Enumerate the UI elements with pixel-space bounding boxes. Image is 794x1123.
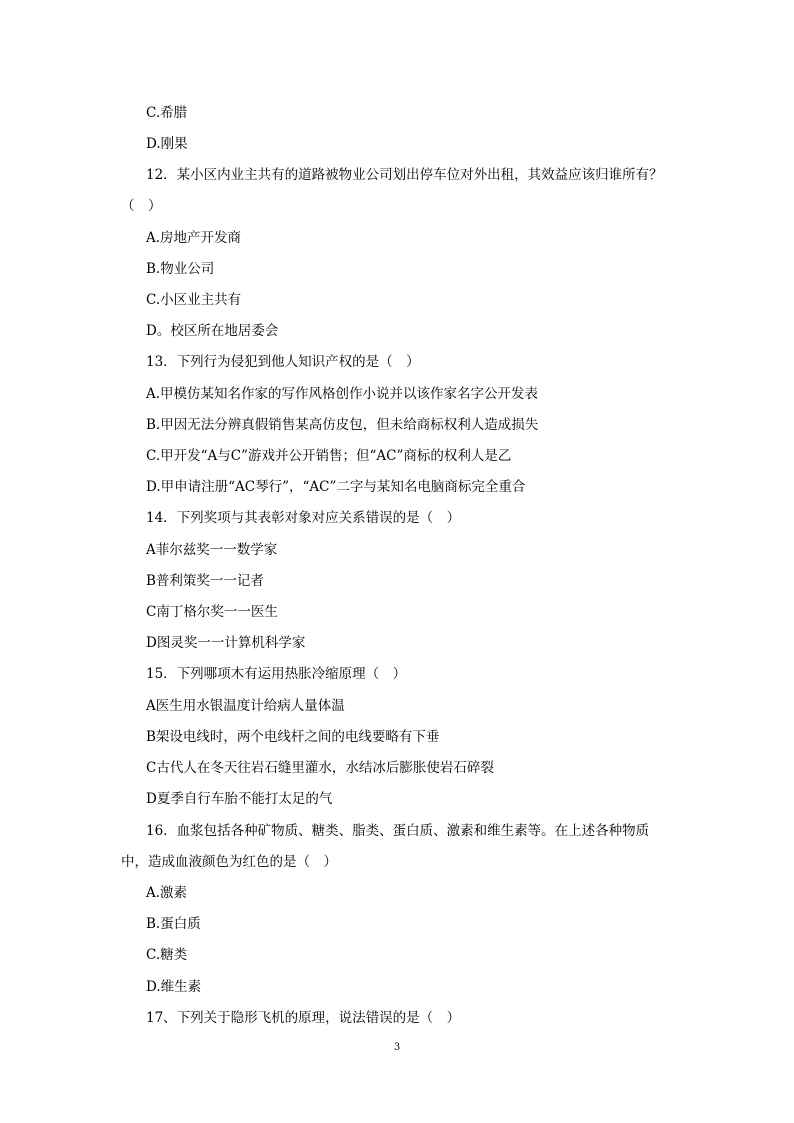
question-13: 13．下列行为侵犯到他人知识产权的是（ ） (146, 354, 420, 370)
question-14: 14．下列奖项与其表彰对象对应关系错误的是（ ） (146, 510, 461, 526)
option-c-11: C.希腊 (146, 105, 188, 121)
option-c-14: C南丁格尔奖一一医生 (146, 604, 278, 620)
question-15: 15．下列哪项木有运用热胀冷缩原理（ ） (146, 666, 407, 682)
option-d-16: D.维生素 (146, 979, 202, 995)
option-c-15: C古代人在冬天往岩石缝里灌水，水结冰后膨胀使岩石碎裂 (146, 760, 494, 776)
option-d-11: D.刚果 (146, 136, 188, 152)
option-c-16: C.糖类 (146, 947, 188, 963)
option-b-15: B架设电线时，两个电线杆之间的电线要略有下垂 (146, 729, 440, 745)
option-a-13: A.甲模仿某知名作家的写作风格创作小说并以该作家名字公开发表 (146, 386, 539, 402)
option-a-12: A.房地产开发商 (146, 230, 242, 246)
option-c-12: C.小区业主共有 (146, 292, 242, 308)
question-16-cont: 中，造成血液颜色为红色的是（ ） (121, 854, 337, 870)
option-a-16: A.激素 (146, 885, 188, 901)
option-b-14: B普利策奖一一记者 (146, 573, 264, 589)
option-d-12: D。校区所在地居委会 (146, 323, 279, 339)
option-d-14: D图灵奖一一计算机科学家 (146, 635, 306, 651)
option-d-15: D夏季自行车胎不能打太足的气 (146, 791, 333, 807)
page-number: 3 (393, 1042, 401, 1053)
option-b-13: B.甲因无法分辨真假销售某高仿皮包，但未给商标权利人造成损失 (146, 417, 539, 433)
option-d-13: D.甲申请注册“AC琴行”，“AC”二字与某知名电脑商标完全重合 (146, 479, 526, 495)
question-17: 17、下列关于隐形飞机的原理，说法错误的是（ ） (146, 1010, 461, 1026)
option-a-15: A医生用水银温度计给病人量体温 (146, 698, 345, 714)
option-b-12: B.物业公司 (146, 261, 215, 277)
option-c-13: C.甲开发“A与C”游戏并公开销售；但“AC”商标的权利人是乙 (146, 448, 512, 464)
question-12-blank: （ ） (121, 198, 162, 214)
option-a-14: A菲尔兹奖一一数学家 (146, 542, 278, 558)
option-b-16: B.蛋白质 (146, 916, 201, 932)
question-12: 12．某小区内业主共有的道路被物业公司划出停车位对外出租，其效益应该归谁所有？ (146, 167, 663, 183)
question-16: 16．血浆包括各种矿物质、糖类、脂类、蛋白质、激素和维生素等。在上述各种物质 (146, 823, 650, 839)
